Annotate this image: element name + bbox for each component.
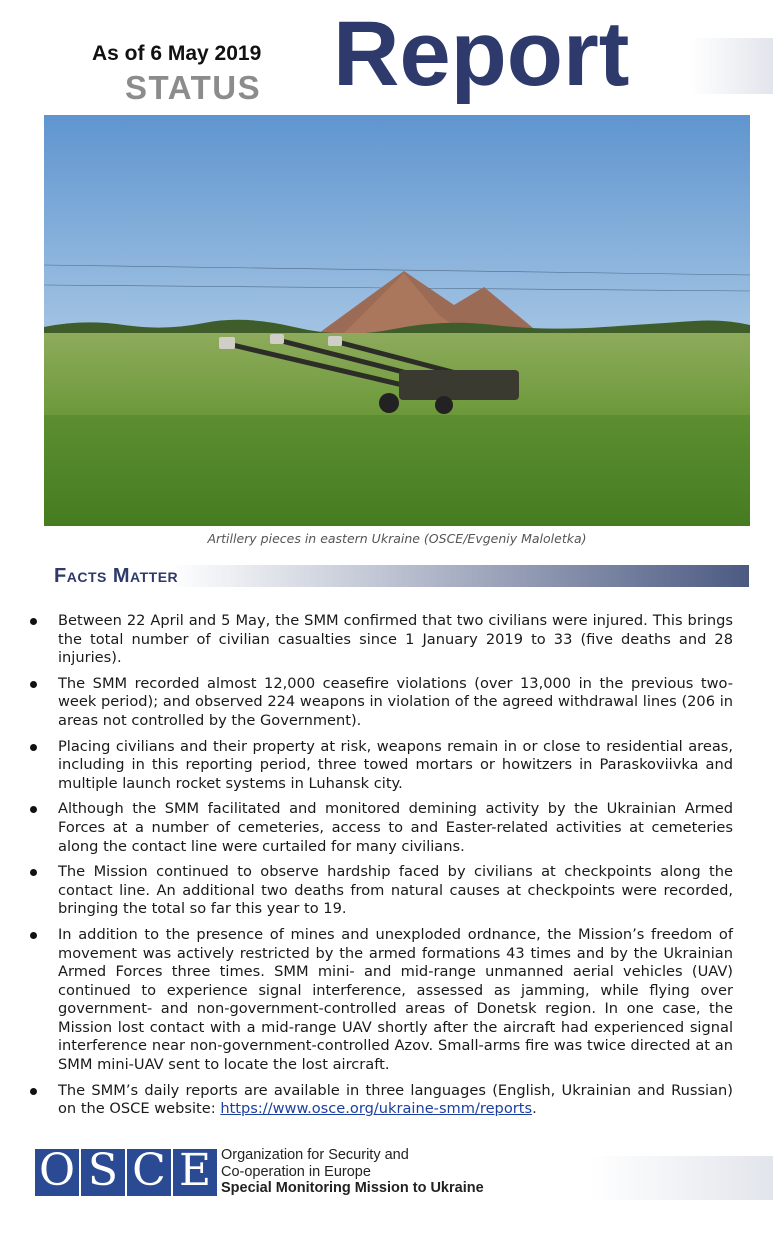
footer-fade	[590, 1156, 773, 1200]
bullet-text: Placing civilians and their property at risk, weapons remain in or close to residential areas, including in this reporting period, three towed mortars or howitzers in Paraskoviivka and multiple launch rocket systems in Luhansk city.	[58, 737, 733, 792]
logo-letter: E	[173, 1149, 217, 1196]
osce-logo	[35, 1145, 219, 1196]
list-item	[30, 926, 733, 1075]
bullet-icon	[30, 806, 37, 813]
list-item	[30, 800, 733, 856]
logo-letter: S	[81, 1149, 125, 1196]
bullet-icon	[30, 869, 37, 876]
bullet-icon	[30, 618, 37, 625]
list-item	[30, 863, 733, 919]
facts-list	[30, 612, 733, 1126]
bullet-text: The SMM’s daily reports are available in three languages (English, Ukrainian and Russian) on the OSCE website:	[58, 1081, 733, 1118]
org-line-1: Organization for Security and	[221, 1147, 409, 1163]
header-fade	[690, 38, 773, 94]
photo-caption: Artillery pieces in eastern Ukraine (OSCE/Evgeniy Maloletka)	[207, 531, 587, 546]
list-item	[30, 675, 733, 731]
list-item	[30, 1082, 733, 1119]
section-heading: Facts Matter	[54, 565, 179, 587]
logo-letter: O	[35, 1149, 79, 1196]
status-label: STATUS	[125, 69, 262, 106]
artillery-photo	[44, 115, 750, 526]
report-date: As of 6 May 2019	[92, 42, 262, 65]
page-title: Report	[333, 3, 630, 105]
organization-name	[221, 1147, 484, 1197]
bullet-icon	[30, 744, 37, 751]
bullet-text: In addition to the presence of mines and unexploded ordnance, the Mission’s freedom of movement was actively restricted by the armed formations 43 times and by the Ukrainian Armed Forces three times. SMM mini- and mid-range unmanned aerial vehicles (UAV) continued to experience signal interference, assessed as jamming, while flying over government- and non-government-controlled areas of Donetsk region. In one case, the Mission lost contact with a mid-range UAV shortly after the aircraft had experienced signal interference near non-government-controlled Azov. Small-arms fire was twice directed at an SMM mini-UAV sent to locate the lost aircraft.	[58, 925, 733, 1074]
org-line-3: Special Monitoring Mission to Ukraine	[221, 1180, 484, 1196]
list-item	[30, 738, 733, 794]
bullet-icon	[30, 1088, 37, 1095]
bullet-icon	[30, 932, 37, 939]
bullet-end: .	[532, 1100, 537, 1118]
bullet-text: Between 22 April and 5 May, the SMM confirmed that two civilians were injured. This brings the total number of civilian casualties since 1 January 2019 to 33 (five deaths and 28 injuries).	[58, 612, 733, 667]
org-line-2: Co-operation in Europe	[221, 1163, 371, 1180]
bullet-icon	[30, 681, 37, 688]
bullet-text: Although the SMM facilitated and monitored demining activity by the Ukrainian Armed Forces at a number of cemeteries, access to and Easter-related activities at cemeteries along the contact line were curtailed for many civilians.	[58, 800, 733, 855]
logo-letter: C	[127, 1149, 171, 1196]
reports-link[interactable]: https://www.osce.org/ukraine-smm/reports	[220, 1100, 533, 1118]
list-item	[30, 612, 733, 668]
bullet-text: The SMM recorded almost 12,000 ceasefire violations (over 13,000 in the previous two-week period); and observed 224 weapons in violation of the agreed withdrawal lines (206 in areas not controlled by the Government).	[58, 674, 733, 729]
bullet-text: The Mission continued to observe hardship faced by civilians at checkpoints along the contact line. An additional two deaths from natural causes at checkpoints were recorded, bringing the total so far this year to 19.	[58, 863, 733, 918]
